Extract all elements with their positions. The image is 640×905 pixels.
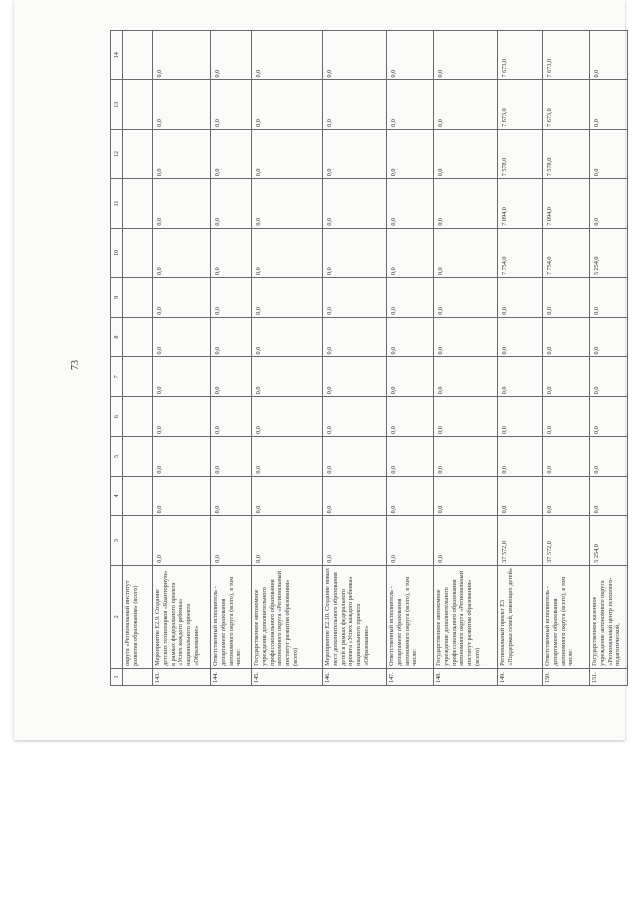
value-cell: 5 254,0 [590,228,628,277]
value-cell: 37 572,0 [498,516,543,565]
row-name-cell: Мероприятие E2.9. Создание детских технопарков «Кванториум» в рамках федерального проекта «Успех каждого ребенка» национального проекта «Образование» [153,565,211,668]
value-cell: 5 254,0 [590,516,628,565]
value-cell: 0,0 [153,278,211,318]
value-cell: 0,0 [252,357,323,397]
row-number-cell: 151. [590,668,628,685]
column-number-cell: 5 [111,436,123,476]
value-cell: 0,0 [498,436,543,476]
value-cell: 0,0 [387,31,434,80]
row-name-cell: Ответственный исполнитель - департамент образования автономного округа (всего), в том числе: [387,565,434,668]
value-cell: 0,0 [211,397,252,437]
value-cell: 0,0 [323,436,387,476]
column-number-cell: 13 [111,80,123,129]
value-cell: 0,0 [498,476,543,516]
value-cell: 7 673,0 [543,80,590,129]
value-cell: 0,0 [434,516,498,565]
value-cell: 0,0 [211,80,252,129]
table-row [153,31,211,686]
value-cell: 0,0 [153,476,211,516]
row-name-cell: Мероприятие E2.10. Создание новых мест дополнительного образования детей в рамках федерального проекта «Успех каждого ребенка» национального проекта «Образование» [323,565,387,668]
value-cell: 7 673,0 [498,80,543,129]
column-number-cell: 7 [111,357,123,397]
page-number: 73 [70,360,81,370]
value-cell: 0,0 [434,228,498,277]
value-cell: 0,0 [590,476,628,516]
value-cell [123,31,153,80]
row-number-cell [123,668,153,685]
column-number-cell: 6 [111,397,123,437]
value-cell: 0,0 [590,80,628,129]
value-cell [123,397,153,437]
column-number-cell: 4 [111,476,123,516]
value-cell: 0,0 [543,278,590,318]
column-number-cell: 12 [111,129,123,178]
value-cell: 0,0 [543,436,590,476]
value-cell [123,357,153,397]
row-number-cell: 145. [252,668,323,685]
table-row [123,31,153,686]
value-cell [123,179,153,228]
value-cell: 0,0 [252,436,323,476]
value-cell: 0,0 [434,476,498,516]
value-cell: 0,0 [252,179,323,228]
value-cell: 0,0 [252,31,323,80]
row-name-cell: Региональный проект E3 «Поддержка семей, имеющих детей» [498,565,543,668]
value-cell: 0,0 [434,397,498,437]
value-cell: 7 673,0 [543,31,590,80]
value-cell: 0,0 [387,179,434,228]
value-cell: 0,0 [153,317,211,357]
value-cell: 0,0 [387,317,434,357]
budget-table [110,30,628,686]
value-cell: 0,0 [153,179,211,228]
table-row [211,31,252,686]
table-row [498,31,543,686]
value-cell: 7 754,0 [543,228,590,277]
value-cell: 0,0 [434,179,498,228]
value-cell: 0,0 [153,80,211,129]
value-cell: 0,0 [543,397,590,437]
value-cell: 7 754,0 [498,228,543,277]
value-cell: 0,0 [211,129,252,178]
value-cell: 0,0 [543,476,590,516]
value-cell [123,80,153,129]
value-cell: 0,0 [590,397,628,437]
value-cell: 0,0 [323,476,387,516]
row-name-cell: Государственное казенное учреждение автономного округа «Региональный центр психолого-педагогической, [590,565,628,668]
value-cell: 0,0 [252,129,323,178]
value-cell: 0,0 [387,278,434,318]
column-number-cell: 11 [111,179,123,228]
value-cell: 0,0 [323,31,387,80]
value-cell: 37 572,0 [543,516,590,565]
column-number-row [111,31,123,686]
table-row [387,31,434,686]
value-cell: 0,0 [153,397,211,437]
value-cell: 0,0 [434,317,498,357]
rotated-table-container [110,30,625,686]
value-cell: 0,0 [252,80,323,129]
value-cell: 0,0 [153,516,211,565]
value-cell: 0,0 [323,516,387,565]
value-cell: 0,0 [153,129,211,178]
value-cell: 0,0 [590,179,628,228]
value-cell: 0,0 [252,397,323,437]
value-cell [123,129,153,178]
value-cell: 0,0 [252,278,323,318]
value-cell [123,228,153,277]
value-cell: 0,0 [387,129,434,178]
value-cell: 0,0 [387,357,434,397]
value-cell: 0,0 [211,476,252,516]
value-cell: 0,0 [211,317,252,357]
value-cell: 0,0 [252,476,323,516]
value-cell: 0,0 [211,436,252,476]
value-cell: 7 578,0 [543,129,590,178]
value-cell: 0,0 [498,317,543,357]
value-cell: 0,0 [434,278,498,318]
column-number-cell: 1 [111,668,123,685]
value-cell: 0,0 [387,397,434,437]
row-number-cell: 143. [153,668,211,685]
value-cell: 0,0 [498,397,543,437]
value-cell: 7 673,0 [498,31,543,80]
table-row [252,31,323,686]
row-name-cell: округа «Региональный институт развития образования» (всего) [123,565,153,668]
value-cell: 0,0 [498,278,543,318]
value-cell: 0,0 [387,80,434,129]
table-row [323,31,387,686]
value-cell: 0,0 [543,317,590,357]
value-cell [123,278,153,318]
value-cell: 0,0 [323,317,387,357]
value-cell: 0,0 [323,129,387,178]
value-cell: 0,0 [498,357,543,397]
value-cell: 7 094,0 [498,179,543,228]
value-cell: 0,0 [252,317,323,357]
value-cell: 0,0 [153,436,211,476]
value-cell: 0,0 [211,179,252,228]
row-number-cell: 146. [323,668,387,685]
value-cell: 7 094,0 [543,179,590,228]
value-cell [123,436,153,476]
row-name-cell: Ответственный исполнитель - департамент образования автономного округа (всего), в том числе: [211,565,252,668]
value-cell: 0,0 [323,397,387,437]
value-cell: 0,0 [211,228,252,277]
value-cell: 0,0 [153,357,211,397]
value-cell: 0,0 [434,129,498,178]
value-cell: 0,0 [543,357,590,397]
value-cell [123,516,153,565]
row-name-cell: Государственное автономное учреждение дополнительного профессионального образования автономного округа «Региональный институт развития образования» (всего) [252,565,323,668]
row-number-cell: 147. [387,668,434,685]
row-name-cell: Государственное автономное учреждение дополнительного профессионального образования автономного округа «Региональный институт развития образования» (всего) [434,565,498,668]
value-cell: 0,0 [387,436,434,476]
value-cell: 0,0 [590,357,628,397]
value-cell: 0,0 [434,436,498,476]
value-cell: 0,0 [434,80,498,129]
value-cell: 0,0 [387,476,434,516]
value-cell: 0,0 [153,228,211,277]
table-row [590,31,628,686]
column-number-cell: 14 [111,31,123,80]
row-number-cell: 144. [211,668,252,685]
value-cell: 0,0 [211,516,252,565]
value-cell: 0,0 [153,31,211,80]
column-number-cell: 10 [111,228,123,277]
value-cell: 0,0 [323,179,387,228]
value-cell: 0,0 [434,31,498,80]
value-cell: 0,0 [434,357,498,397]
row-name-cell: Ответственный исполнитель - департамент образования автономного округа (всего), в том числе: [543,565,590,668]
value-cell: 7 578,0 [498,129,543,178]
value-cell: 0,0 [211,31,252,80]
value-cell: 0,0 [387,228,434,277]
value-cell: 0,0 [211,278,252,318]
row-number-cell: 150. [543,668,590,685]
row-number-cell: 148. [434,668,498,685]
value-cell: 0,0 [323,357,387,397]
column-number-cell: 2 [111,565,123,668]
column-number-cell: 8 [111,317,123,357]
value-cell: 0,0 [590,129,628,178]
value-cell: 0,0 [211,357,252,397]
column-number-cell: 3 [111,516,123,565]
table-row [543,31,590,686]
value-cell: 0,0 [323,228,387,277]
value-cell: 0,0 [323,278,387,318]
value-cell: 0,0 [387,516,434,565]
value-cell: 0,0 [590,31,628,80]
table-row [434,31,498,686]
value-cell [123,476,153,516]
value-cell: 0,0 [590,317,628,357]
value-cell: 0,0 [323,80,387,129]
column-number-cell: 9 [111,278,123,318]
value-cell [123,317,153,357]
row-number-cell: 149. [498,668,543,685]
value-cell: 0,0 [590,436,628,476]
value-cell: 0,0 [252,228,323,277]
value-cell: 0,0 [590,278,628,318]
value-cell: 0,0 [252,516,323,565]
